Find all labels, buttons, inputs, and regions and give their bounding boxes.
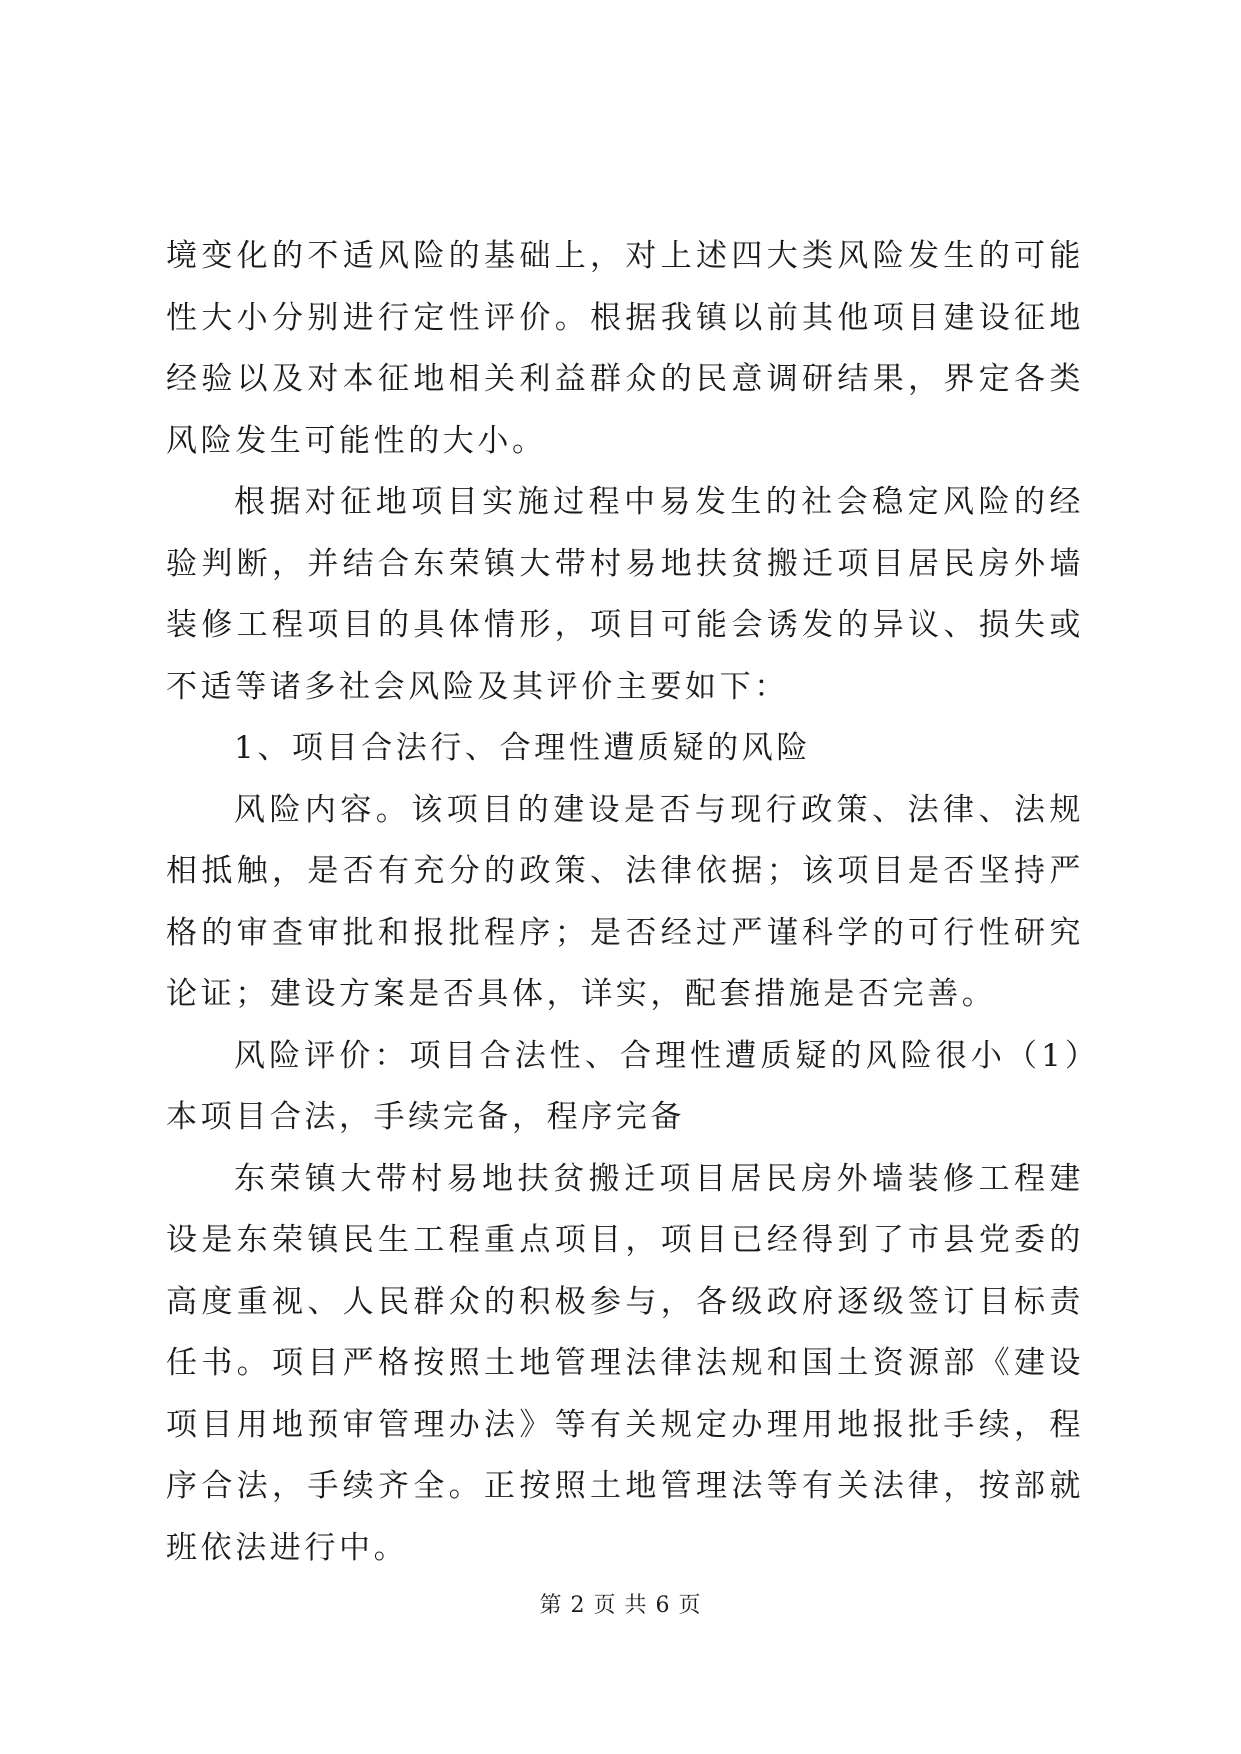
paragraph-risk-content: 风险内容。该项目的建设是否与现行政策、法律、法规相抵触，是否有充分的政策、法律依据；该项目是否坚持严格的审查审批和报批程序；是否经过严谨科学的可行性研究论证；建设方案是否具体，详实，配套措施是否完善。 xyxy=(166,791,1084,1012)
section-heading-1: 1、项目合法行、合理性遭质疑的风险 xyxy=(234,730,811,766)
paragraph-project-description: 东荣镇大带村易地扶贫搬迁项目居民房外墙装修工程建设是东荣镇民生工程重点项目，项目已经得到了市县党委的高度重视、人民群众的积极参与，各级政府逐级签订目标责任书。项目严格按照土地管理法律法规和国土资源部《建设项目用地预审管理办法》等有关规定办理用地报批手续，程序合法，手续齐全。正按照土地管理法等有关法律，按部就班依法进行中。 xyxy=(166,1160,1084,1566)
paragraph-1: 境变化的不适风险的基础上，对上述四大类风险发生的可能性大小分别进行定性评价。根据我镇以前其他项目建设征地经验以及对本征地相关利益群众的民意调研结果，界定各类风险发生可能性的大小。 xyxy=(166,238,1084,459)
paragraph-risk-evaluation: 风险评价：项目合法性、合理性遭质疑的风险很小（1）本项目合法，手续完备，程序完备 xyxy=(166,1037,1084,1135)
paragraph-2: 根据对征地项目实施过程中易发生的社会稳定风险的经验判断，并结合东荣镇大带村易地扶贫搬迁项目居民房外墙装修工程项目的具体情形，项目可能会诱发的异议、损失或不适等诸多社会风险及其评价主要如下： xyxy=(166,484,1084,705)
page-footer: 第 2 页 共 6 页 xyxy=(539,1593,702,1618)
document-body xyxy=(166,226,1084,1579)
